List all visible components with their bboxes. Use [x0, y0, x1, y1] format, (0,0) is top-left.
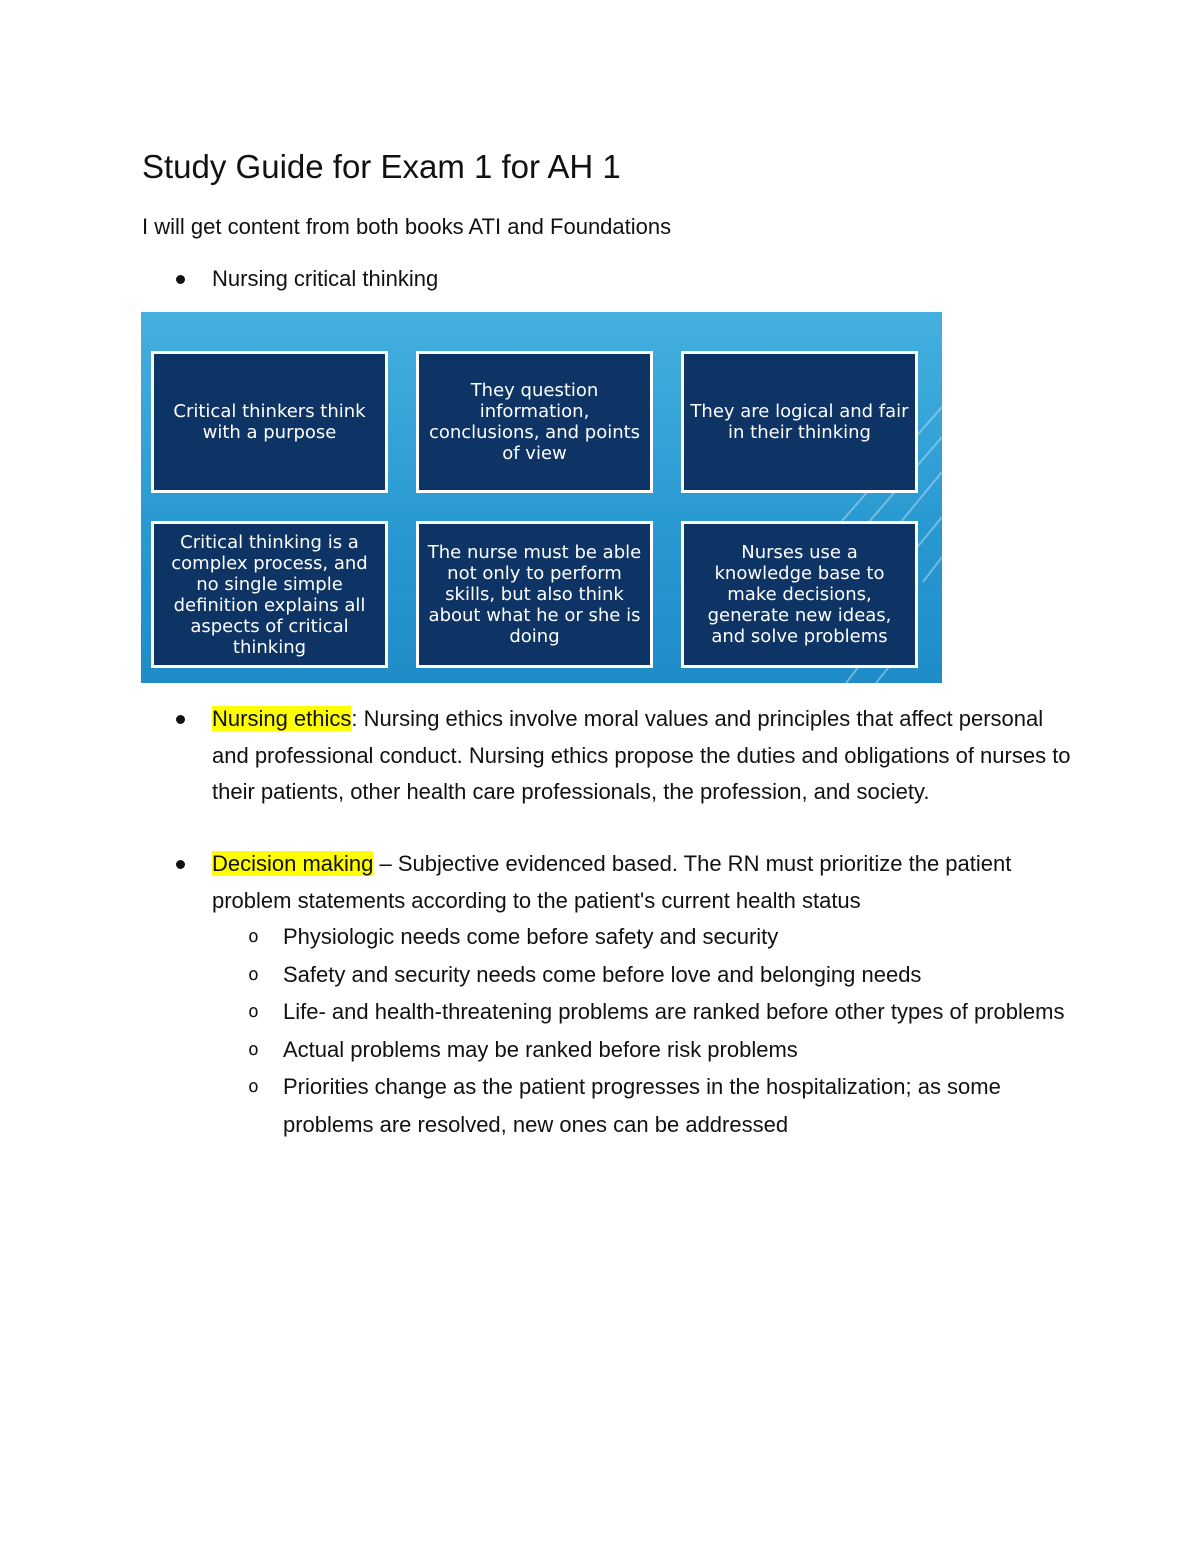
slide-card: Critical thinkers think with a purpose: [151, 351, 388, 493]
bullet-icon: [176, 715, 185, 724]
bullet-icon: [176, 860, 185, 869]
document-title: Study Guide for Exam 1 for AH 1: [142, 148, 621, 185]
circle-bullet-icon: o: [248, 963, 259, 985]
sub-list-item: o Priorities change as the patient progresses in the hospitalization; as some problems are resolved, new ones can be addressed: [142, 1068, 1072, 1143]
sub-list-item: o Life- and health-threatening problems are ranked before other types of problems: [142, 993, 1072, 1031]
bullet-icon: [176, 275, 185, 284]
circle-bullet-icon: o: [248, 926, 259, 947]
slide-card: They are logical and fair in their thinking: [681, 351, 918, 493]
slide-card: Critical thinking is a complex process, and no single simple definition explains all aspects of critical thinking: [151, 521, 388, 668]
circle-bullet-icon: o: [248, 1038, 259, 1060]
bullet-decision-making: [142, 846, 1072, 919]
highlighted-term: Nursing ethics: [212, 706, 352, 731]
slide-card: The nurse must be able not only to perform skills, but also think about what he or she is doing: [416, 521, 653, 668]
intro-text: I will get content from both books ATI and Foundations: [142, 214, 672, 239]
circle-bullet-icon: o: [248, 1076, 259, 1097]
bullet-nursing-ethics: [142, 701, 1072, 811]
priority-sub-list: [142, 918, 1072, 1143]
slide-card: Nurses use a knowledge base to make decisions, generate new ideas, and solve problems: [681, 521, 918, 668]
slide-card: They question information, conclusions, and points of view: [416, 351, 653, 493]
bullet-critical-thinking: [142, 261, 1072, 298]
highlighted-term: Decision making: [212, 851, 374, 876]
bullet-description: : Nursing ethics involve moral values and principles that affect personal and professional conduct. Nursing ethics propose the duties and obligations of nurses to their patients, other health care professionals, the profession, and society.: [212, 706, 1071, 804]
sub-list-item: o Physiologic needs come before safety and security: [142, 918, 1072, 956]
bullet-description: – Subjective evidenced based. The RN must prioritize the patient problem statements according to the patient's current health status: [212, 851, 1012, 913]
bullet-label: Nursing critical thinking: [212, 266, 439, 291]
circle-bullet-icon: o: [248, 1001, 259, 1022]
critical-thinking-slide: [141, 312, 942, 683]
sub-list-item: o Actual problems may be ranked before risk problems: [142, 1031, 1072, 1069]
sub-list-item: o Safety and security needs come before love and belonging needs: [142, 956, 1072, 994]
